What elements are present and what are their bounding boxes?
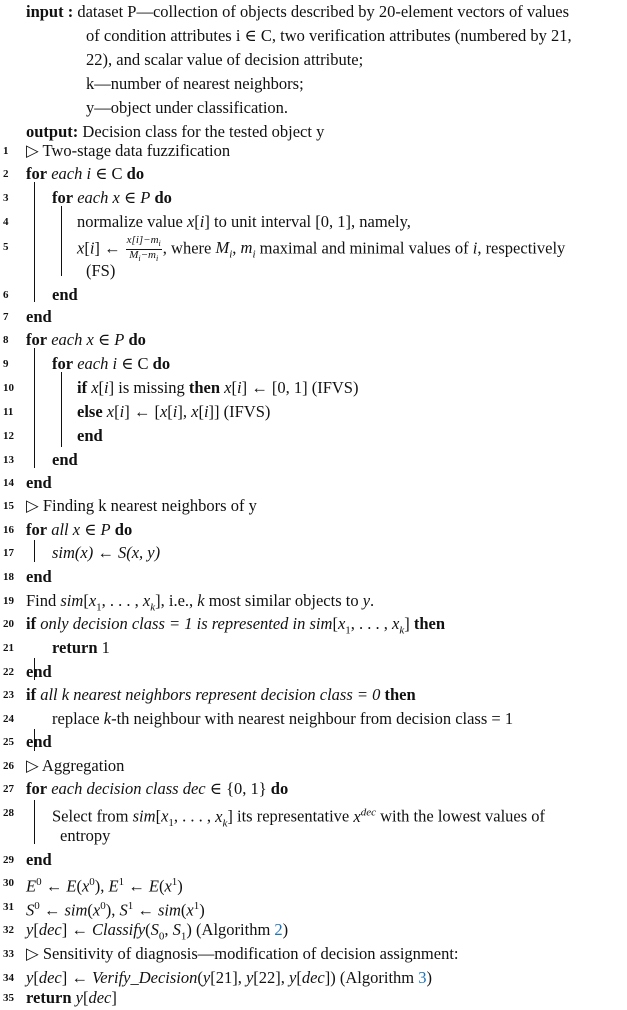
line-number: 7 [3, 311, 9, 323]
keyword-do: do [270, 779, 289, 798]
line-number: 13 [3, 454, 14, 466]
block-bar-for-x-inner [61, 206, 62, 276]
statement: if x[i] is missing then x[i] ← [0, 1] (IFVS) [77, 378, 359, 397]
statement: Find $sim[x_1$, . . . , $x_k$], i.e., k most similar objects to y. [26, 591, 375, 614]
keyword-return: return [52, 638, 98, 657]
statement: for each i ∈ C do [26, 164, 145, 183]
fraction: $\frac{x[i]-m_i}{M_i-m_i}$ [126, 234, 161, 264]
line-number: 4 [3, 216, 9, 228]
line-number: 9 [3, 358, 9, 370]
line-number: 16 [3, 524, 14, 536]
keyword-for: for [26, 330, 48, 349]
stmt-text: P [140, 188, 151, 207]
keyword-end: end [26, 307, 52, 326]
keyword-end: end [26, 732, 52, 751]
statement: return 1 [52, 638, 110, 657]
line-number: 12 [3, 430, 14, 442]
statement: if all k nearest neighbors represent decision class = 0 then [26, 685, 416, 704]
line-number: 6 [3, 289, 9, 301]
statement-continuation: entropy [60, 826, 111, 845]
line-number: 27 [3, 783, 14, 795]
keyword-end: end [26, 473, 52, 492]
line-number: 31 [3, 901, 14, 913]
keyword-if: if [26, 614, 37, 633]
comment [26, 942, 459, 965]
keyword-end: end [77, 426, 103, 445]
block-bar-for-x-outer [34, 348, 35, 468]
line-number: 15 [3, 500, 14, 512]
line-number: 28 [3, 807, 14, 819]
keyword-do: do [114, 520, 133, 539]
keyword-do: do [154, 188, 172, 207]
line-number: 11 [3, 406, 14, 418]
input-line-1: dataset P—collection of objects described by 20-element vectors of values [77, 2, 569, 21]
line-number: 32 [3, 924, 14, 936]
input-label: input [26, 2, 64, 21]
statement: $S^0$ ← $sim(x^0)$, $S^1$ ← $sim(x^1)$ [26, 900, 205, 920]
keyword-else: else [77, 402, 103, 421]
statement: normalize value x[i] to unit interval [0, 1], namely, [77, 212, 411, 231]
statement: x[i] ← $\frac{x[i]-m_i}{M_i-m_i}$ , where $M_i$, $m_i$ maximal and minimal values of i, respectively [77, 234, 566, 264]
line-number: 30 [3, 877, 14, 889]
comment-triangle-icon: ▷ [26, 141, 39, 160]
line-number: 3 [3, 192, 9, 204]
keyword-for: for [52, 354, 74, 373]
line-number: 8 [3, 334, 9, 346]
line-number: 25 [3, 736, 14, 748]
input-line-4: k—number of nearest neighbors; [86, 74, 304, 93]
line-number: 5 [3, 241, 9, 253]
comment [26, 494, 257, 517]
statement: return y[dec] [26, 988, 117, 1007]
keyword-end: end [26, 567, 52, 586]
line-number: 14 [3, 477, 14, 489]
comment [26, 139, 230, 162]
comment-text: Sensitivity of diagnosis—modification of decision assignment: [42, 944, 459, 963]
input-line-2: of condition attributes i ∈ C, two verification attributes (numbered by 21, [86, 26, 572, 45]
line-number: 33 [3, 948, 14, 960]
block-bar-for-all [34, 540, 35, 562]
keyword-for: for [52, 188, 74, 207]
stmt-text: each x [77, 188, 120, 207]
statement: $E^0$ ← $E(x^0)$, $E^1$ ← $E(x^1)$ [26, 876, 183, 896]
comment-triangle-icon: ▷ [26, 496, 39, 515]
comment-triangle-icon: ▷ [26, 756, 39, 775]
stmt-text: each i [51, 164, 92, 183]
line-number: 22 [3, 666, 14, 678]
algorithm-2-link[interactable]: 2 [274, 920, 283, 939]
keyword-end: end [52, 450, 78, 469]
line-number: 26 [3, 760, 14, 772]
statement: for each x ∈ P do [26, 330, 146, 349]
statement-continuation: (FS) [86, 261, 116, 280]
keyword-then: then [188, 378, 221, 397]
keyword-if: if [26, 685, 37, 704]
line-number: 29 [3, 854, 14, 866]
keyword-then: then [413, 614, 446, 633]
comment-text: Finding k nearest neighbors of y [42, 496, 257, 515]
keyword-do: do [126, 164, 145, 183]
keyword-for: for [26, 164, 48, 183]
input-row [26, 0, 569, 24]
line-number: 2 [3, 168, 9, 180]
keyword-end: end [52, 285, 78, 304]
comment [26, 754, 124, 777]
line-number: 19 [3, 595, 14, 607]
statement: else x[i] ← [x[i], x[i]] (IFVS) [77, 402, 271, 421]
line-number: 23 [3, 689, 14, 701]
block-bar-for-i-inner [61, 372, 62, 447]
line-number: 1 [3, 145, 9, 157]
keyword-do: do [128, 330, 146, 349]
statement: if only decision class = 1 is represented in $sim[x_1$, . . . , $x_k$] then [26, 614, 446, 637]
line-number: 10 [3, 382, 14, 394]
input-separator: : [63, 2, 78, 21]
statement: for each i ∈ C do [52, 354, 171, 373]
output-label: output [26, 122, 73, 141]
statement: for each decision class dec ∈ {0, 1} do [26, 779, 289, 798]
comment-text: Aggregation [41, 756, 125, 775]
keyword-then: then [384, 685, 416, 704]
keyword-end: end [26, 850, 52, 869]
statement: Select from $sim[x_1$, . . . , $x_k$] its representative $x^{dec}$ with the lowest values of [52, 806, 546, 829]
statement: for each x ∈ P do [52, 188, 172, 207]
line-number: 20 [3, 618, 14, 630]
output-text: Decision class for the tested object y [82, 122, 325, 141]
keyword-for: for [26, 779, 48, 798]
statement: y[dec] ← $Classify(S_0$, $S_1$) (Algorithm 2) [26, 920, 289, 943]
statement: for all x ∈ P do [26, 520, 133, 539]
comment-text: Two-stage data fuzzification [42, 141, 231, 160]
keyword-if: if [77, 378, 88, 397]
block-bar-for-dec [34, 800, 35, 844]
keyword-do: do [152, 354, 171, 373]
keyword-for: for [26, 520, 48, 539]
line-number: 17 [3, 547, 14, 559]
line-number: 18 [3, 571, 14, 583]
statement: replace k-th neighbour with nearest neighbour from decision class = 1 [52, 709, 514, 728]
line-number: 24 [3, 713, 14, 725]
line-number: 35 [3, 992, 14, 1004]
output-separator: : [72, 122, 83, 141]
comment-triangle-icon: ▷ [26, 944, 39, 963]
input-line-3: 22), and scalar value of decision attribute; [86, 50, 364, 69]
line-number: 21 [3, 642, 14, 654]
algorithm-3-link[interactable]: 3 [418, 968, 427, 987]
keyword-return: return [26, 988, 72, 1007]
keyword-end: end [26, 662, 52, 681]
statement: y[dec] ← Verify_Decision(y[21], y[22], y[dec]) (Algorithm 3) [26, 968, 432, 987]
block-bar-for-i-outer [34, 182, 35, 302]
input-line-5: y—object under classification. [86, 98, 289, 117]
statement: sim(x) ← S(x, y) [52, 543, 161, 562]
line-number: 34 [3, 972, 14, 984]
